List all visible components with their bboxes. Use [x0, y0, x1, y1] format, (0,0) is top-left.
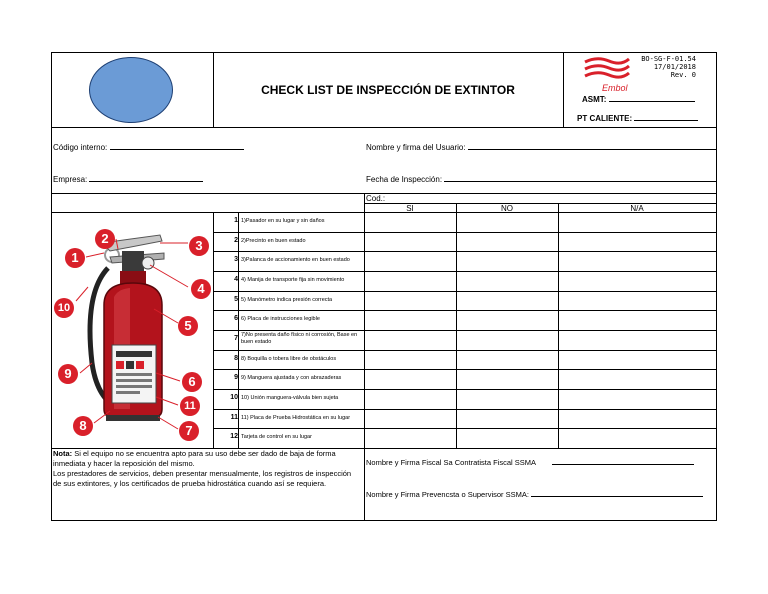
- item-number: 11: [230, 414, 238, 421]
- check-cell-na[interactable]: [559, 233, 716, 252]
- callout-6: 6: [182, 372, 202, 392]
- check-cell-no[interactable]: [457, 233, 558, 252]
- codigo-label: Código interno:: [53, 143, 108, 152]
- callout-9: 9: [58, 364, 78, 384]
- item-number: 5: [234, 296, 238, 303]
- item-description: 1)Pasador en su lugar y sin daños: [241, 218, 325, 224]
- item-number: 4: [234, 276, 238, 283]
- check-cell-na[interactable]: [559, 410, 716, 429]
- check-cell-si[interactable]: [365, 410, 456, 429]
- table-row: [213, 271, 716, 291]
- check-cell-no[interactable]: [457, 370, 558, 389]
- check-cell-na[interactable]: [559, 429, 716, 448]
- item-number: 9: [234, 374, 238, 381]
- table-row: [213, 330, 716, 350]
- check-cell-no[interactable]: [457, 213, 558, 232]
- pt-caliente-field[interactable]: [634, 112, 698, 121]
- embol-waves-icon: [582, 56, 632, 84]
- check-cell-si[interactable]: [365, 311, 456, 330]
- check-cell-no[interactable]: [457, 410, 558, 429]
- supervisor-signature-field[interactable]: [531, 488, 703, 497]
- table-row: [213, 409, 716, 429]
- item-description: 5) Manómetro indica presión correcta: [241, 297, 333, 303]
- fiscal-signature-field[interactable]: [552, 456, 694, 465]
- usuario-field[interactable]: [468, 141, 716, 150]
- item-number: 10: [230, 394, 238, 401]
- check-cell-no[interactable]: [457, 351, 558, 370]
- check-cell-no[interactable]: [457, 331, 558, 350]
- codigo-field[interactable]: [110, 141, 244, 150]
- fiscal-signature-label: Nombre y Firma Fiscal Sa Contratista Fiscal SSMA: [366, 458, 536, 467]
- doc-rev: Rev. 0: [670, 71, 696, 79]
- check-cell-no[interactable]: [457, 390, 558, 409]
- item-description: 9) Manguera ajustada y con abrazaderas: [241, 375, 342, 381]
- note-block: [53, 449, 361, 489]
- table-row: [213, 389, 716, 409]
- item-number: 3: [234, 256, 238, 263]
- callout-2: 2: [95, 229, 115, 249]
- embol-logo: [582, 56, 632, 92]
- callout-3: 3: [189, 236, 209, 256]
- callout-7: 7: [179, 421, 199, 441]
- item-description: 2)Precinto en buen estado: [241, 238, 306, 244]
- item-number: 2: [234, 237, 238, 244]
- item-number: 6: [234, 315, 238, 322]
- check-cell-si[interactable]: [365, 390, 456, 409]
- table-row: [213, 251, 716, 271]
- check-cell-na[interactable]: [559, 390, 716, 409]
- check-cell-si[interactable]: [365, 252, 456, 271]
- table-row: [213, 369, 716, 389]
- note-text: Si el equipo no se encuentra apto para su uso debe ser dado de baja de forma inmediata y hacer la reposición del mismo.: [53, 449, 336, 468]
- table-row: [213, 310, 716, 330]
- note-text-2: Los prestadores de servicios, deben presentar mensualmente, los registros de inspección de sus extintores, y los certificados de prueba hidrostática cuando así se requiera.: [53, 469, 352, 488]
- col-header-na: N/A: [630, 204, 644, 213]
- check-cell-si[interactable]: [365, 370, 456, 389]
- callout-5: 5: [178, 316, 198, 336]
- item-description: 4) Manija de transporte fija sin movimiento: [241, 277, 345, 283]
- callout-4: 4: [191, 279, 211, 299]
- empresa-field[interactable]: [89, 173, 203, 182]
- check-cell-si[interactable]: [365, 331, 456, 350]
- table-row: [213, 350, 716, 370]
- empresa-label: Empresa:: [53, 175, 88, 184]
- check-cell-no[interactable]: [457, 272, 558, 291]
- asmt-field[interactable]: [609, 93, 695, 102]
- cod-label: Cod.:: [366, 194, 386, 203]
- item-description: 11) Placa de Prueba Hidrostática en su lugar: [241, 415, 351, 421]
- asmt-label: ASMT:: [582, 95, 607, 104]
- check-cell-na[interactable]: [559, 351, 716, 370]
- item-description: Tarjeta de control en su lugar: [241, 434, 312, 440]
- brand-name: Embol: [602, 83, 628, 93]
- item-number: 7: [234, 335, 238, 342]
- check-cell-na[interactable]: [559, 292, 716, 311]
- table-row: [213, 428, 716, 448]
- check-cell-no[interactable]: [457, 311, 558, 330]
- col-header-no: NO: [501, 204, 513, 213]
- table-row: [213, 291, 716, 311]
- callout-11: 11: [180, 396, 200, 416]
- check-cell-no[interactable]: [457, 252, 558, 271]
- check-cell-na[interactable]: [559, 252, 716, 271]
- usuario-label: Nombre y firma del Usuario:: [366, 143, 466, 152]
- table-row: [213, 232, 716, 252]
- item-number: 8: [234, 355, 238, 362]
- check-cell-no[interactable]: [457, 429, 558, 448]
- check-cell-si[interactable]: [365, 292, 456, 311]
- page-title: CHECK LIST DE INSPECCIÓN DE EXTINTOR: [261, 83, 515, 97]
- callout-8: 8: [73, 416, 93, 436]
- check-cell-si[interactable]: [365, 429, 456, 448]
- check-cell-si[interactable]: [365, 351, 456, 370]
- check-cell-na[interactable]: [559, 311, 716, 330]
- item-description: 7)No presenta daño físico ni corrosión, Base en buen estado: [241, 332, 358, 345]
- item-number: 12: [230, 433, 238, 440]
- check-cell-na[interactable]: [559, 272, 716, 291]
- col-header-si: SI: [406, 204, 414, 213]
- item-description: 8) Boquilla o tobera libre de obstáculos: [241, 356, 337, 362]
- check-cell-no[interactable]: [457, 292, 558, 311]
- check-cell-na[interactable]: [559, 213, 716, 232]
- item-number: 1: [234, 217, 238, 224]
- logo-circle: [89, 57, 173, 123]
- item-description: 3)Palanca de accionamiento en buen estado: [241, 257, 350, 263]
- item-description: 10) Unión manguera-válvula bien sujeta: [241, 395, 339, 401]
- callout-1: 1: [65, 248, 85, 268]
- supervisor-signature-label: Nombre y Firma Prevencsta o Supervisor SSMA:: [366, 490, 529, 499]
- check-cell-na[interactable]: [559, 370, 716, 389]
- callout-10: 10: [54, 298, 74, 318]
- fecha-label: Fecha de Inspección:: [366, 175, 443, 184]
- note-label: Nota:: [53, 449, 73, 458]
- item-description: 6) Placa de instrucciones legible: [241, 316, 320, 322]
- check-cell-si[interactable]: [365, 272, 456, 291]
- check-cell-si[interactable]: [365, 213, 456, 232]
- doc-date: 17/01/2018: [653, 63, 696, 71]
- doc-code: BO-SG-F-01.54: [641, 55, 696, 63]
- fecha-field[interactable]: [444, 173, 716, 182]
- check-cell-na[interactable]: [559, 331, 716, 350]
- check-cell-si[interactable]: [365, 233, 456, 252]
- pt-caliente-label: PT CALIENTE:: [577, 114, 633, 123]
- table-row: [213, 212, 716, 232]
